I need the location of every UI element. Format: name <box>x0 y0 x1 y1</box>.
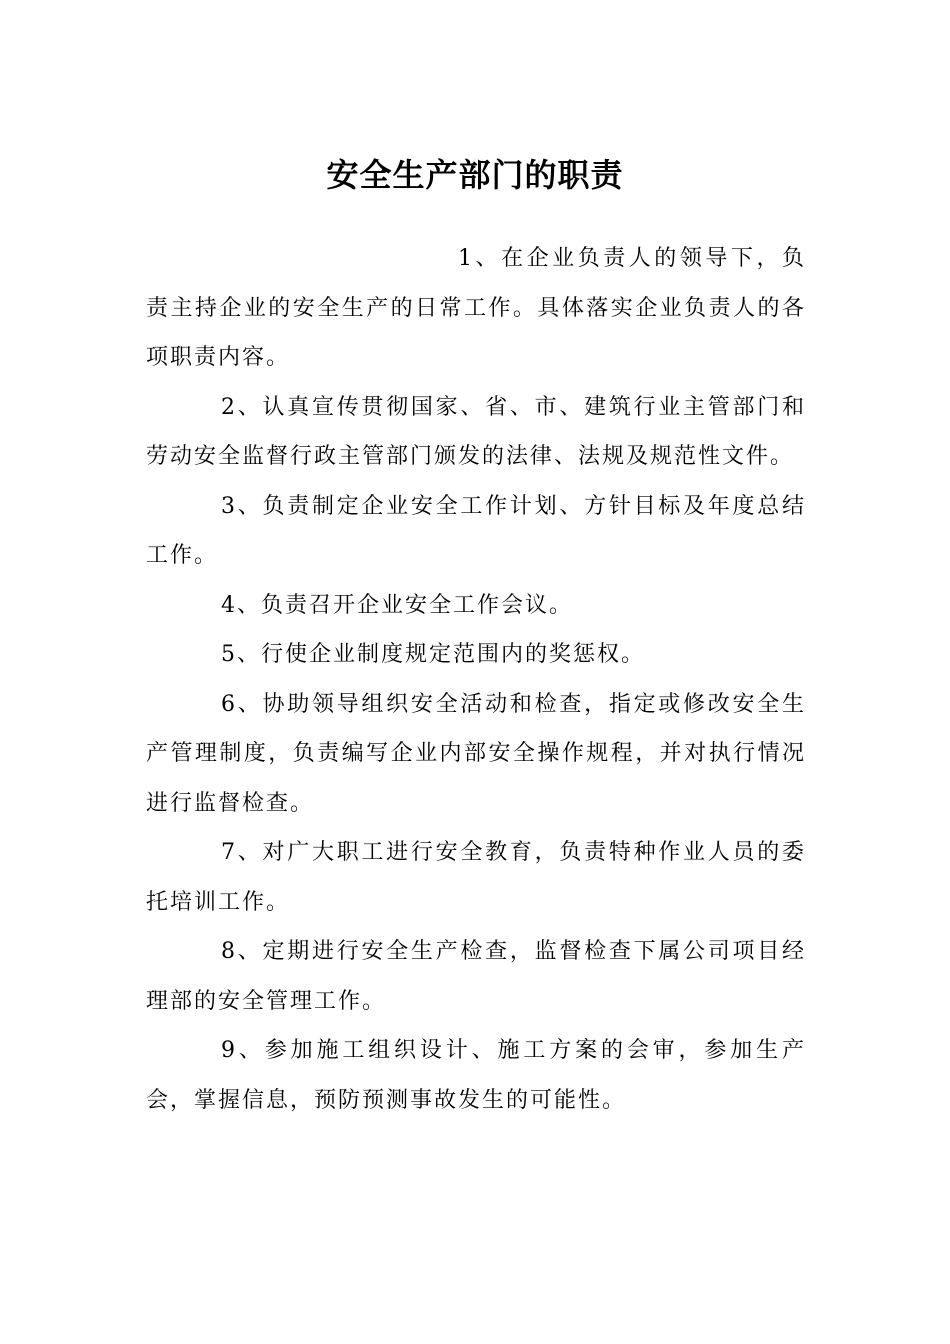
document-body <box>146 234 806 1125</box>
duty-paragraph-7: 7、对广大职工进行安全教育，负责特种作业人员的委托培训工作。 <box>146 840 806 915</box>
duty-paragraph-5: 5、行使企业制度规定范围内的奖惩权。 <box>221 642 645 667</box>
duty-paragraph-2: 2、认真宣传贯彻国家、省、市、建筑行业主管部门和劳动安全监督行政主管部门颁发的法律、法规及规范性文件。 <box>146 394 806 469</box>
duty-paragraph-6: 6、协助领导组织安全活动和检查，指定或修改安全生产管理制度，负责编写企业内部安全操作规程，并对执行情况进行监督检查。 <box>146 691 806 816</box>
duty-paragraph-3: 3、负责制定企业安全工作计划、方针目标及年度总结工作。 <box>146 493 806 568</box>
duty-paragraph-1: 1、在企业负责人的领导下，负责主持企业的安全生产的日常工作。具体落实企业负责人的各项职责内容。 <box>146 246 806 370</box>
document-title: 安全生产部门的职责 <box>326 156 624 195</box>
duty-paragraph-4: 4、负责召开企业安全工作会议。 <box>221 592 573 618</box>
duty-paragraph-8: 8、定期进行安全生产检查，监督检查下属公司项目经理部的安全管理工作。 <box>146 939 806 1014</box>
duty-paragraph-9: 9、参加施工组织设计、施工方案的会审，参加生产会，掌握信息，预防预测事故发生的可能性。 <box>146 1038 806 1113</box>
